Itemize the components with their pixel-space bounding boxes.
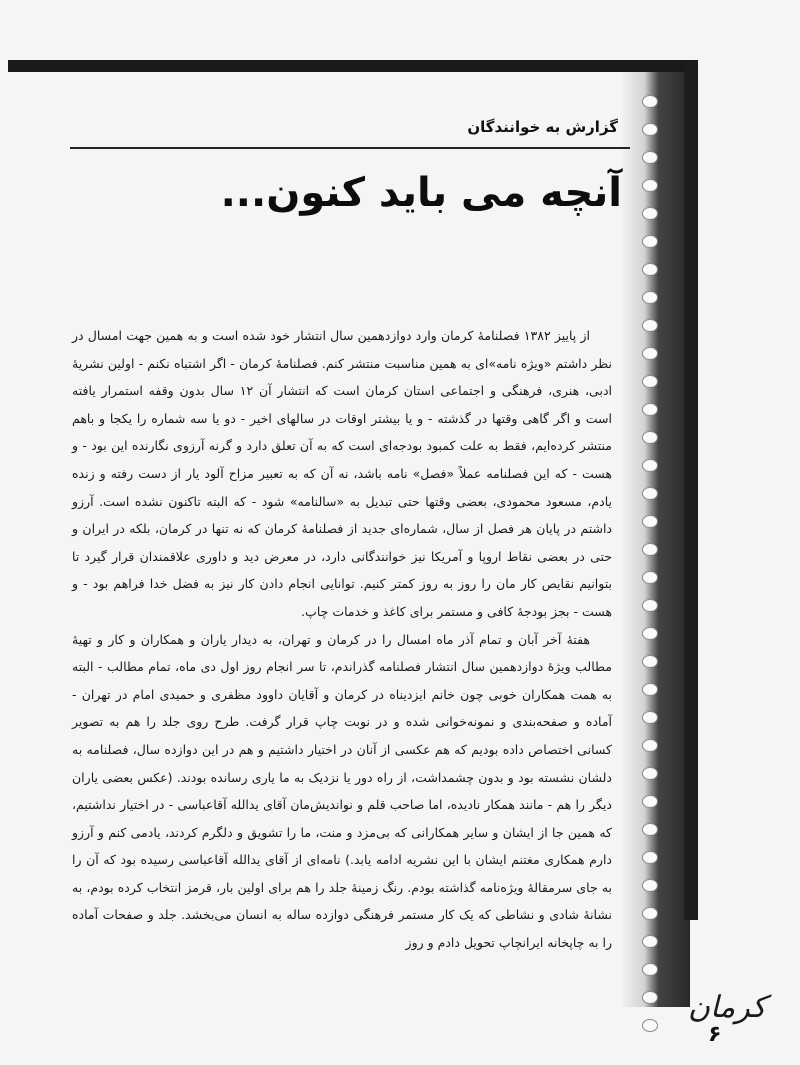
punch-hole <box>642 319 658 332</box>
punch-hole <box>642 235 658 248</box>
punch-hole <box>642 459 658 472</box>
punch-hole <box>642 711 658 724</box>
punch-hole <box>642 207 658 220</box>
paragraph-2: هفتهٔ آخر آبان و تمام آذر ماه امسال را در کرمان و تهران، به دیدار یاران و همکاران و کار و تهیهٔ مطالب ویژهٔ دوازدهمین سال انتشار فصلنامه گذراندم، تا سر انجام روز اول دی ماه، تمام مطالب - البته به همت همکاران خوبی چون خانم ایزدیناه در کرمان و آقایان داوود مظفری و حمیدی امام در تهران - آماده و صفحه‌بندی و نمونه‌خوانی شده و در نوبت چاپ قرار گرفت. طرح روی جلد را هم به تصویر کسانی اختصاص داده بودیم که هم عکسی از آنان در اختیار داشتیم و هم در این دوازده سال، فصلنامه به دلشان نشسته بود و بدون چشمداشت، از راه دور یا نزدیک به ما یاری رسانده بودند. (عکس بعضی یاران دیگر را هم - مانند همکار نادیده، اما صاحب قلم و نواندیش‌مان آقای یدالله آقاعباسی - در اختیار نداشتیم، که همین جا از ایشان و سایر همکارانی که بی‌مزد و منت، ما را تشویق و دلگرم کردند، یادمی کنم و آرزو دارم همکاری مغتنم ایشان با این نشریه ادامه یابد.) نامه‌ای از آقای یدالله آقاعباسی رسیده بود که آن را به جای سرمقالهٔ ویژه‌نامه گذاشته بودم. رنگ زمینهٔ جلد را هم برای اولین بار، قرمز انتخاب کرده بودم، به نشانهٔ شادی و نشاطی که یک کار مستمر فرهنگی دوازده ساله به انسان می‌بخشد. جلد و صفحات آماده را به چاپخانه ایرانچاپ تحویل دادم و روز <box>72 631 612 951</box>
article-body <box>72 322 612 957</box>
punch-hole <box>642 991 658 1004</box>
punch-hole <box>642 823 658 836</box>
punch-hole <box>642 963 658 976</box>
punch-hole <box>642 95 658 108</box>
punch-hole <box>642 375 658 388</box>
punch-hole <box>642 263 658 276</box>
punch-hole <box>642 739 658 752</box>
punch-hole <box>642 935 658 948</box>
punch-hole <box>642 403 658 416</box>
paragraph-1: از پاییز ۱۳۸۲ فصلنامهٔ کرمان وارد دوازدهمین سال انتشار خود شده است و به همین جهت امسال در نظر داشتم «ویژه نامه»ای به همین مناسبت منتشر کنم. فصلنامهٔ کرمان - اگر اشتباه نکنم - اولین نشریهٔ ادبی، هنری، فرهنگی و اجتماعی استان کرمان است که انتشار آن ۱۲ سال بدون وقفه استمرار یافته است و اگر گاهی وقتها در گذشته - و یا بیشتر اوقات در سالهای اخیر - دو یا سه شماره را یکجا و باهم منتشر کرده‌ایم، فقط به علت کمبود بودجه‌ای است که به آن تعلق دارد و گرنه آرزوی نگارنده این بود - و هست - که این فصلنامه عملاً «فصل» نامه باشد، نه آن که به تعبیر مزاح آلود یار از دست رفته و زنده یادم، مسعود محمودی، بعضی وقتها حتی تبدیل به «سالنامه» شود - که البته تاکنون نشده است. آرزو داشتم در پایان هر فصل از سال، شماره‌ای جدید از فصلنامهٔ کرمان که نه تنها در کرمان، بلکه در ایران و حتی در بعضی نقاط اروپا و آمریکا نیز خوانندگانی دارد، در معرض دید و داوری علاقمندان قرار گیرد تا بتوانیم نقایص کار مان را روز به روز کمتر کنیم. توانایی انجام دادن کار نیز به فضل خدا فراهم بود - و هست - بجز بودجهٔ کافی و مستمر برای کاغذ و خدمات چاپ. <box>72 328 612 619</box>
punch-hole <box>642 347 658 360</box>
punch-hole <box>642 879 658 892</box>
kerman-logo: کرمان <box>688 990 767 1025</box>
punch-hole <box>642 151 658 164</box>
punch-hole <box>642 291 658 304</box>
punch-hole <box>642 627 658 640</box>
notebook-holes <box>642 95 662 995</box>
punch-hole <box>642 179 658 192</box>
headline: آنچه می باید کنون... <box>220 170 622 216</box>
punch-hole <box>642 767 658 780</box>
page-number: ۶ <box>708 1022 722 1047</box>
punch-hole <box>642 123 658 136</box>
punch-hole <box>642 543 658 556</box>
top-border-bar <box>8 60 696 72</box>
right-border-bar <box>684 60 698 920</box>
section-label: گزارش به خوانندگان <box>467 118 618 136</box>
punch-hole <box>642 795 658 808</box>
punch-hole <box>642 1019 658 1032</box>
punch-hole <box>642 683 658 696</box>
punch-hole <box>642 487 658 500</box>
punch-hole <box>642 515 658 528</box>
headline-rule <box>70 147 630 149</box>
punch-hole <box>642 431 658 444</box>
punch-hole <box>642 851 658 864</box>
punch-hole <box>642 907 658 920</box>
punch-hole <box>642 571 658 584</box>
punch-hole <box>642 599 658 612</box>
punch-hole <box>642 655 658 668</box>
